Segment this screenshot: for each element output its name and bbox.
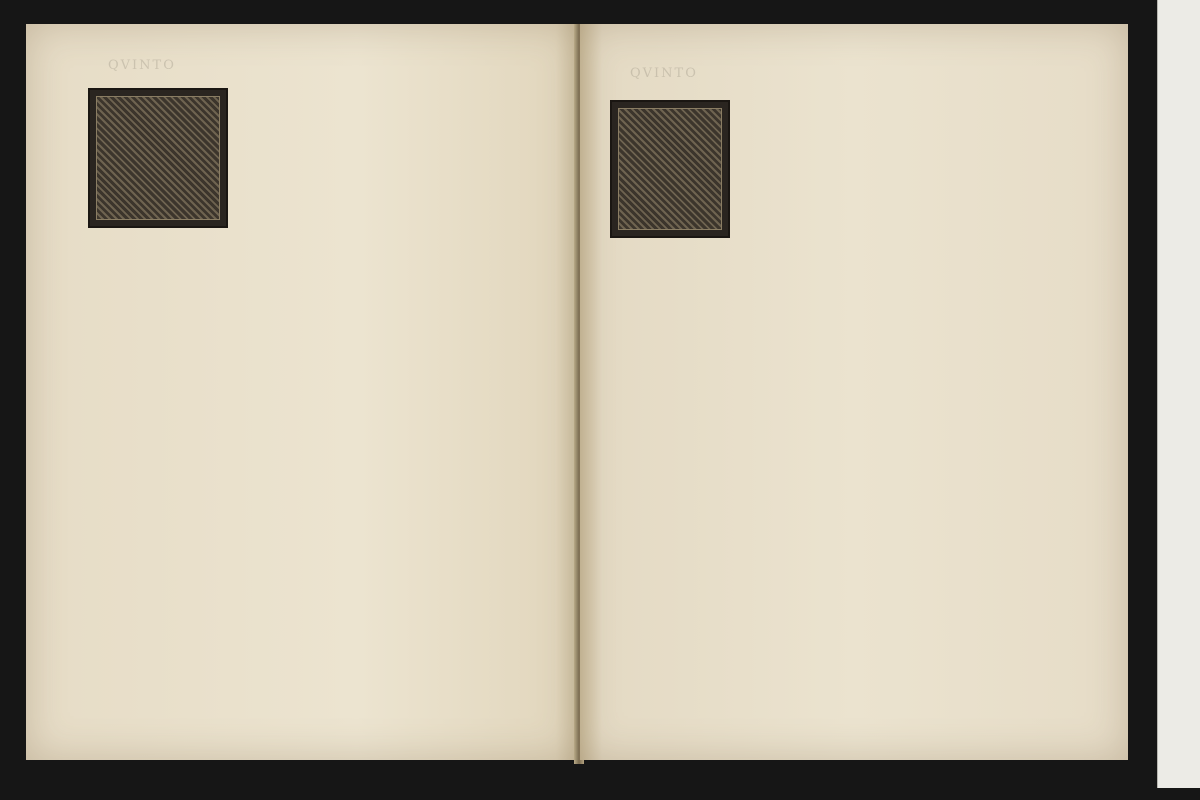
measuring-ruler [1157, 0, 1200, 788]
music-staff [606, 398, 1064, 430]
music-staff [238, 164, 556, 196]
music-staff [88, 320, 556, 352]
music-staff [88, 474, 556, 506]
bleed-through-text: QVINTO [630, 66, 698, 81]
right-page [580, 24, 1128, 760]
music-staff-final [88, 548, 404, 580]
left-page [26, 24, 578, 760]
empty-staff [606, 550, 1064, 592]
bleed-through-text: QVINTO [108, 58, 176, 73]
music-staff [740, 170, 1064, 202]
music-staff [606, 322, 1064, 354]
empty-staff [88, 622, 556, 664]
music-staff [238, 88, 556, 120]
music-staff [88, 398, 556, 430]
open-book [26, 24, 1132, 764]
music-staff [88, 242, 556, 274]
music-staff [606, 246, 1064, 278]
decorated-initial-c [88, 88, 228, 228]
empty-staff [606, 626, 1064, 668]
music-staff-final [606, 472, 1064, 504]
music-staff [740, 92, 1064, 124]
decorated-initial-e [610, 100, 730, 238]
